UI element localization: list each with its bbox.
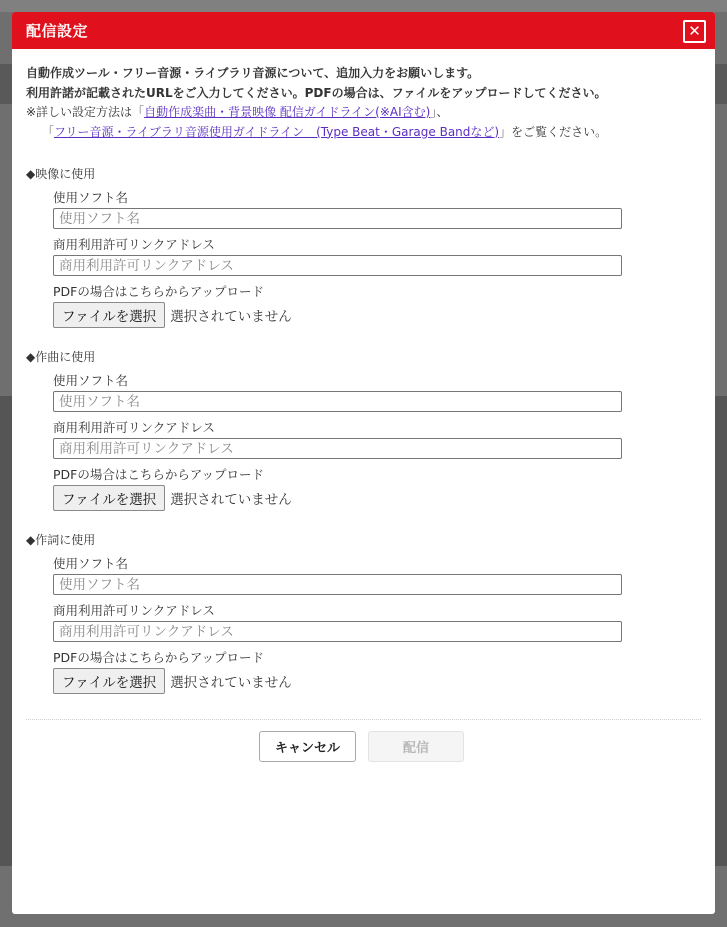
file-status: 選択されていません — [170, 309, 292, 325]
software-name-input[interactable] — [53, 208, 622, 229]
software-label: 使用ソフト名 — [53, 190, 129, 205]
section-title: ◆作詞に使用 — [26, 533, 96, 547]
intro-line-1: 自動作成ツール・フリー音源・ライブラリ音源について、追加入力をお願いします。 — [26, 66, 480, 80]
license-link-label: 商用利用許可リンクアドレス — [53, 603, 215, 618]
license-link-input[interactable] — [53, 255, 622, 276]
intro-line-2: 利用許諾が記載されたURLをご入力してください。PDFの場合は、ファイルをアップロードしてください。 — [26, 85, 607, 100]
choose-file-button[interactable]: ファイルを選択 — [53, 668, 165, 694]
section-fields — [26, 373, 701, 511]
choose-file-button[interactable]: ファイルを選択 — [53, 302, 165, 328]
section-composition — [26, 350, 701, 511]
file-upload-row — [53, 485, 701, 511]
choose-file-button[interactable]: ファイルを選択 — [53, 485, 165, 511]
distribution-settings-modal — [12, 12, 715, 914]
software-name-input[interactable] — [53, 391, 622, 412]
modal-header — [12, 12, 715, 49]
close-icon: ✕ — [688, 22, 701, 40]
software-label: 使用ソフト名 — [53, 556, 129, 571]
section-lyrics — [26, 533, 701, 694]
pdf-upload-label: PDFの場合はこちらからアップロード — [53, 650, 264, 665]
intro-line-3-suffix: 」、 — [430, 105, 449, 119]
intro-line-4-prefix: 「 — [42, 124, 55, 139]
file-status: 選択されていません — [170, 492, 292, 508]
submit-button[interactable]: 配信 — [368, 731, 464, 762]
software-name-input[interactable] — [53, 574, 622, 595]
modal-title: 配信設定 — [26, 22, 89, 40]
intro-line-3 — [26, 103, 701, 123]
license-link-label: 商用利用許可リンクアドレス — [53, 420, 215, 435]
close-button[interactable] — [683, 20, 706, 43]
section-fields — [26, 190, 701, 328]
file-upload-row — [53, 668, 701, 694]
software-label: 使用ソフト名 — [53, 373, 129, 388]
intro-text — [26, 64, 701, 142]
guideline-link-free-sound[interactable]: フリー音源・ライブラリ音源使用ガイドライン (Type Beat・Garage Bandなど) — [54, 124, 500, 139]
modal-footer — [26, 731, 701, 762]
section-video — [26, 167, 701, 328]
cancel-button[interactable]: キャンセル — [259, 731, 356, 762]
intro-line-3-prefix: ※詳しい設定方法は「 — [26, 105, 145, 119]
file-upload-row — [53, 302, 701, 328]
file-status: 選択されていません — [170, 675, 292, 691]
license-link-input[interactable] — [53, 621, 622, 642]
license-link-input[interactable] — [53, 438, 622, 459]
intro-line-4 — [26, 123, 701, 143]
modal-body — [12, 49, 715, 762]
pdf-upload-label: PDFの場合はこちらからアップロード — [53, 467, 264, 482]
section-title: ◆作曲に使用 — [26, 350, 96, 364]
section-fields — [26, 556, 701, 694]
section-title: ◆映像に使用 — [26, 167, 96, 181]
footer-divider — [26, 719, 701, 720]
intro-line-4-suffix: 」をご覧ください。 — [499, 124, 608, 139]
guideline-link-ai[interactable]: 自動作成楽曲・背景映像 配信ガイドライン(※AI含む) — [144, 105, 431, 119]
license-link-label: 商用利用許可リンクアドレス — [53, 237, 215, 252]
pdf-upload-label: PDFの場合はこちらからアップロード — [53, 284, 264, 299]
background-top — [0, 0, 727, 12]
